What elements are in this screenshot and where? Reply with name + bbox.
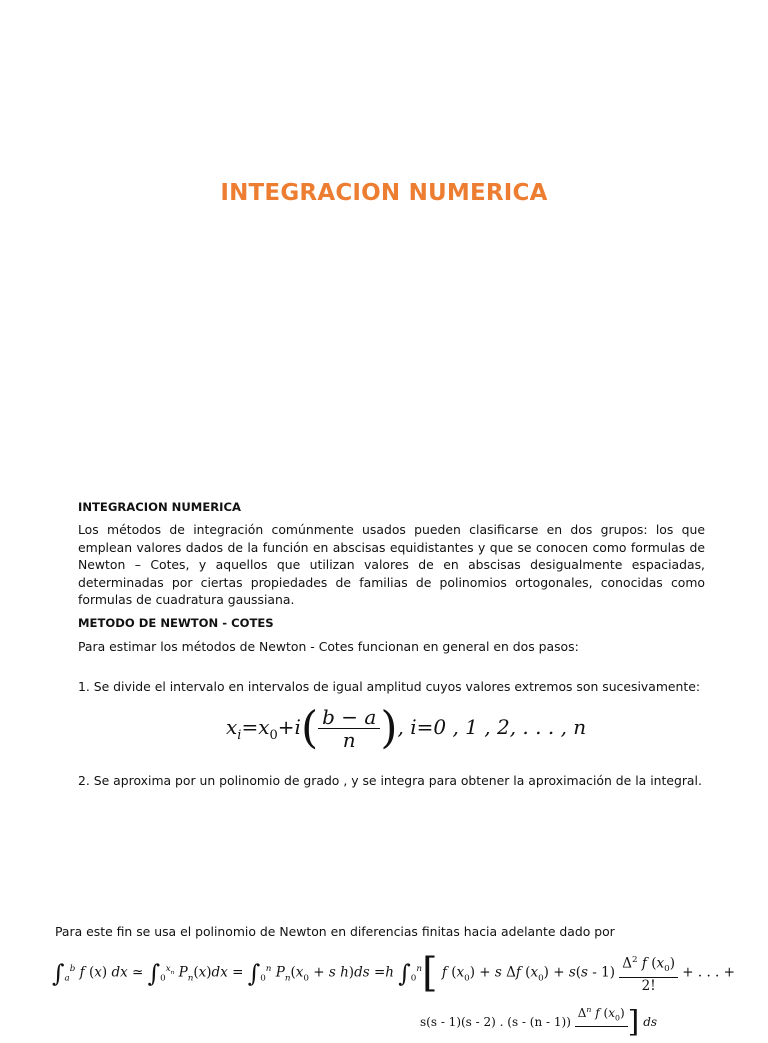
formula-newton-line1-tail: + . . . + xyxy=(682,964,735,981)
section-heading-newton-cotes: METODO DE NEWTON - COTES xyxy=(78,616,274,630)
intro-paragraph: Los métodos de integración comúnmente usados pueden clasificarse en dos grupos: los que emplean valores dados de la función en abscisas equidistantes y que se conocen como formulas de Newton – Cotes, y aquellos que utilizan valores de en abscisas desigualmente espaciadas, determinadas por ciertas propiedades de familias de polinomios ortogonales, conocidas como formulas de cuadratura gaussiana. xyxy=(78,522,705,607)
formula-newton-line2-head: s(s - 1)(s - 2) . (s - (n - 1)) xyxy=(420,1015,571,1030)
step-1-text: 1. Se divide el intervalo en intervalos de igual amplitud cuyos valores extremos son sucesivamente: xyxy=(78,679,701,694)
formula-xi-tail: , i=0 , 1 , 2, . . . , n xyxy=(397,715,587,739)
newton-polynomial-intro: Para este fin se usa el polinomio de Newton en diferencias finitas hacia adelante dado por xyxy=(55,924,615,939)
formula-newton-continuation: s(s - 1)(s - 2) . (s - (n - 1)) $\Delta^n$ f $(x_0)$ ] ds xyxy=(420,1002,657,1043)
formula-xi: $x_i=x_0+i$( $\frac{b - a}{n}$ ), i=0 , 1 , 2, . . . , n xyxy=(226,702,587,754)
formula-newton-line2-tail: ds xyxy=(643,1015,658,1030)
step-2-text: 2. Se aproxima por un polinomio de grado , y se integra para obtener la aproximación de la integral. xyxy=(78,773,702,788)
page-title: INTEGRACION NUMERICA xyxy=(220,180,548,206)
section-heading-integracion: INTEGRACION NUMERICA xyxy=(78,500,241,514)
newton-cotes-intro: Para estimar los métodos de Newton - Cotes funcionan en general en dos pasos: xyxy=(78,639,579,654)
formula-newton-integral: $\int_a^b$ f (x) dx ≃ $\int_0^{x_n}$ $P_n(x)dx = \int_0^n$ $P_n(x_0 + s$ h)ds =h $\int_0^n$[ f $(x_0) + s$ Δf $(x_0) + s(s - 1)$ $\frac{\Delta^2 f (x_0)}{2!}$ + . . . + xyxy=(52,950,735,997)
